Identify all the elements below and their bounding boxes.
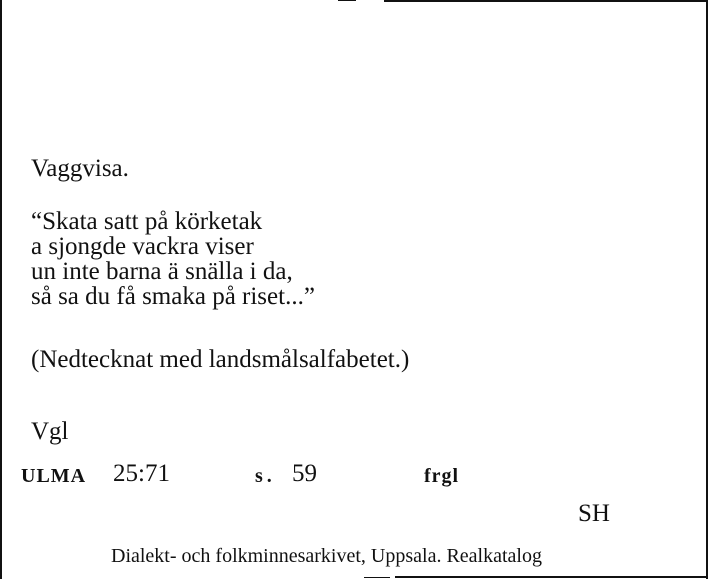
card-title: Vaggvisa.	[31, 155, 129, 182]
top-border	[384, 0, 708, 2]
page-number: 59	[292, 460, 317, 487]
verse-line: så sa du få smaka på riset...”	[31, 283, 315, 310]
transcription-note: (Nedtecknat med landsmålsalfabetet.)	[31, 346, 410, 373]
archive-code: ULMA	[21, 465, 87, 487]
bottom-border-fragment	[364, 577, 390, 578]
vgl-label: Vgl	[31, 418, 69, 445]
verse-line: “Skata satt på körketak	[31, 208, 263, 235]
verse-block	[31, 209, 315, 309]
verse-line: a sjongde vackra viser	[31, 233, 254, 260]
initials: SH	[578, 500, 610, 527]
category-tag: frgl	[424, 465, 460, 487]
page-prefix: s.	[255, 465, 276, 487]
archive-number: 25:71	[113, 460, 170, 487]
top-border-fragment	[338, 0, 356, 1]
verse-line: un inte barna ä snälla i da,	[31, 258, 293, 285]
archive-footer: Dialekt- och folkminnesarkivet, Uppsala. Realkatalog	[111, 545, 542, 567]
left-border	[0, 0, 2, 579]
bottom-border	[395, 576, 708, 578]
